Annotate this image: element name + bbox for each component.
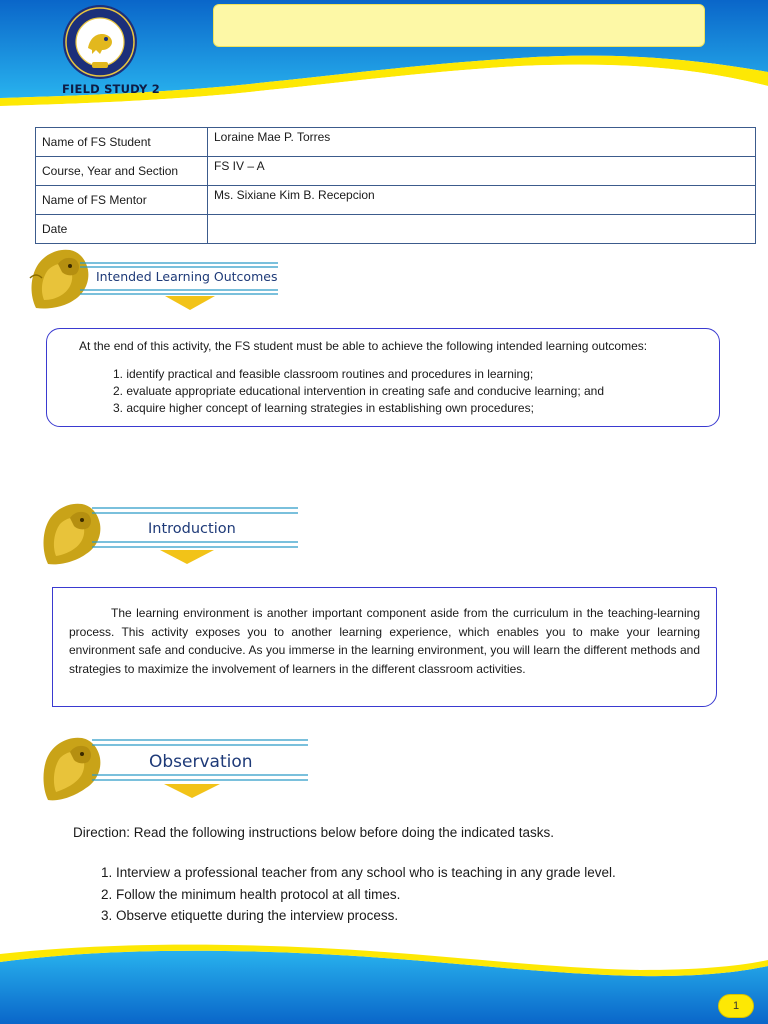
section-title-observation: Observation <box>149 752 253 772</box>
table-row <box>36 128 756 157</box>
info-value-mentor[interactable]: Ms. Sixiane Kim B. Recepcion <box>208 186 756 215</box>
observation-task-list <box>101 862 616 927</box>
ilo-list <box>113 366 604 417</box>
info-label: Name of FS Mentor <box>36 186 208 215</box>
list-item: 2. Follow the minimum health protocol at all times. <box>101 886 401 902</box>
list-item: 3. Observe etiquette during the interview process. <box>101 908 399 923</box>
info-value-student[interactable]: Loraine Mae P. Torres <box>208 128 756 157</box>
introduction-box <box>52 587 717 707</box>
list-item: 3. acquire higher concept of learning strategies in establishing own procedures; <box>113 401 534 415</box>
university-seal-icon <box>62 4 138 80</box>
section-title-ilo: Intended Learning Outcomes <box>96 269 278 284</box>
info-label: Date <box>36 215 208 244</box>
ilo-banner <box>0 238 330 318</box>
list-item: 2. evaluate appropriate educational intervention in creating safe and conducive learning; and <box>113 384 605 398</box>
introduction-banner <box>0 488 330 572</box>
ilo-intro: At the end of this activity, the FS student must be able to achieve the following intended learning outcomes: <box>79 339 648 353</box>
student-info-table <box>35 127 756 244</box>
ilo-box <box>46 328 720 427</box>
table-row <box>36 186 756 215</box>
table-row <box>36 157 756 186</box>
list-item: 1. identify practical and feasible classroom routines and procedures in learning; <box>113 367 534 381</box>
page-number-badge: 1 <box>718 994 754 1018</box>
introduction-text: The learning environment is another important component aside from the curriculum in the teaching-learning process. This activity exposes you to another learning experience, which enables you to make your learning environment safe and conducive. As you immerse in the learning environment, you will learn the different methods and strategies to maximize the involvement of learners in the different classroom activities. <box>69 606 700 676</box>
info-value-course[interactable]: FS IV – A <box>208 157 756 186</box>
info-label: Name of FS Student <box>36 128 208 157</box>
info-label: Course, Year and Section <box>36 157 208 186</box>
section-title-introduction: Introduction <box>148 521 236 537</box>
footer-wave <box>0 920 768 1024</box>
observation-banner <box>0 718 330 808</box>
activity-title-box <box>213 4 705 47</box>
observation-direction: Direction: Read the following instructions below before doing the indicated tasks. <box>73 825 555 840</box>
program-title: FIELD STUDY 2 <box>62 82 160 96</box>
list-item: 1. Interview a professional teacher from any school who is teaching in any grade level. <box>101 865 616 880</box>
